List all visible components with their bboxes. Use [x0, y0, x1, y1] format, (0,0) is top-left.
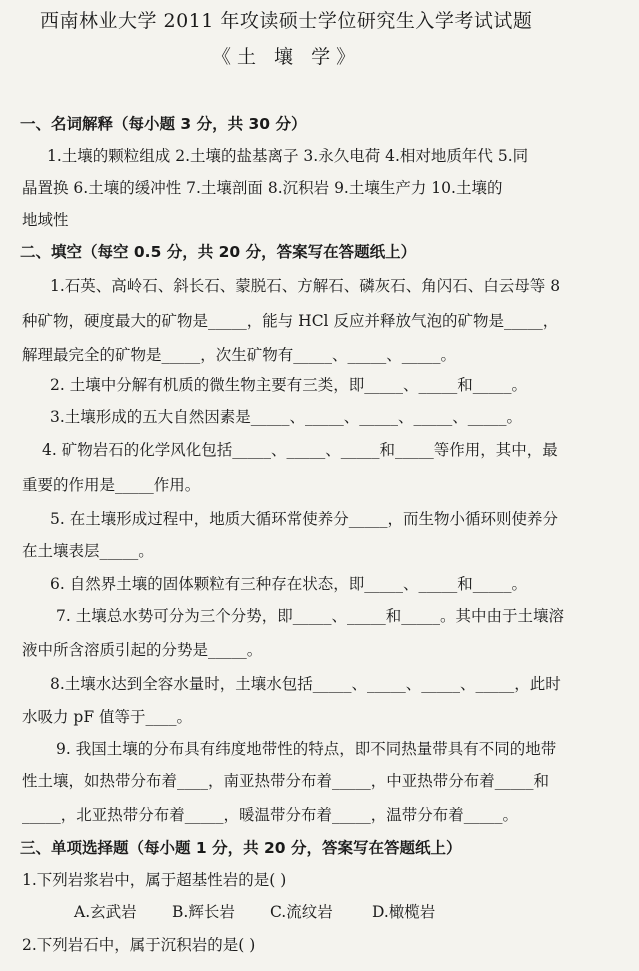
section2-line: 种矿物，硬度最大的矿物是_____，能与 HCl 反应并释放气泡的矿物是_____，: [22, 312, 559, 330]
section2-line: 8.土壤水达到全容水量时，土壤水包括_____、_____、_____、_____，此时: [50, 675, 561, 693]
section2-line: 1.石英、高岭石、斜长石、蒙脱石、方解石、磷灰石、角闪石、白云母等 8: [50, 277, 561, 295]
q1-option-b: B.辉长岩: [172, 903, 235, 921]
section1-heading: 一、名词解释（每小题 3 分，共 30 分）: [20, 115, 307, 133]
question-2: 2.下列岩石中，属于沉积岩的是( ): [22, 936, 256, 954]
section2-line: 在土壤表层_____。: [22, 542, 154, 560]
section2-line: _____，北亚热带分布着_____，暖温带分布着_____，温带分布着_____。: [22, 806, 519, 824]
exam-subject: 《土 壤 学》: [212, 46, 362, 68]
section2-line: 7. 土壤总水势可分为三个分势，即_____、_____和_____。其中由于土壤溶: [56, 607, 564, 625]
q1-option-a: A.玄武岩: [74, 903, 137, 921]
section1-line: 地域性: [22, 211, 69, 229]
section2-line: 9. 我国土壤的分布具有纬度地带性的特点，即不同热量带具有不同的地带: [56, 740, 557, 758]
section2-line: 重要的作用是_____作用。: [22, 476, 201, 494]
section2-line: 液中所含溶质引起的分势是_____。: [22, 641, 263, 659]
section2-line: 性土壤，如热带分布着____，南亚热带分布着_____，中亚热带分布着_____和: [22, 772, 550, 790]
q1-option-d: D.橄榄岩: [372, 903, 436, 921]
section1-line: 1.土壤的颗粒组成 2.土壤的盐基离子 3.永久电荷 4.相对地质年代 5.同: [47, 147, 529, 165]
question-1: 1.下列岩浆岩中，属于超基性岩的是( ): [22, 871, 287, 889]
section2-line: 水吸力 pF 值等于____。: [22, 708, 193, 726]
section2-line: 6. 自然界土壤的固体颗粒有三种存在状态，即_____、_____和_____。: [50, 575, 527, 593]
section3-heading: 三、单项选择题（每小题 1 分，共 20 分，答案写在答题纸上）: [20, 839, 462, 857]
section2-line: 3.土壤形成的五大自然因素是_____、_____、_____、_____、_____。: [50, 408, 523, 426]
section1-line: 晶置换 6.土壤的缓冲性 7.土壤剖面 8.沉积岩 9.土壤生产力 10.土壤的: [22, 179, 503, 197]
section2-line: 5. 在土壤形成过程中，地质大循环常使养分_____，而生物小循环则使养分: [50, 510, 558, 528]
q1-option-c: C.流纹岩: [270, 903, 333, 921]
section2-line: 2. 土壤中分解有机质的微生物主要有三类，即_____、_____和_____。: [50, 376, 527, 394]
exam-title: 西南林业大学 2011 年攻读硕士学位研究生入学考试试题: [40, 10, 533, 32]
section2-line: 4. 矿物岩石的化学风化包括_____、_____、_____和_____等作用，其中，最: [42, 441, 558, 459]
section2-heading: 二、填空（每空 0.5 分，共 20 分，答案写在答题纸上）: [20, 243, 417, 261]
section2-line: 解理最完全的矿物是_____，次生矿物有_____、_____、_____。: [22, 346, 457, 364]
